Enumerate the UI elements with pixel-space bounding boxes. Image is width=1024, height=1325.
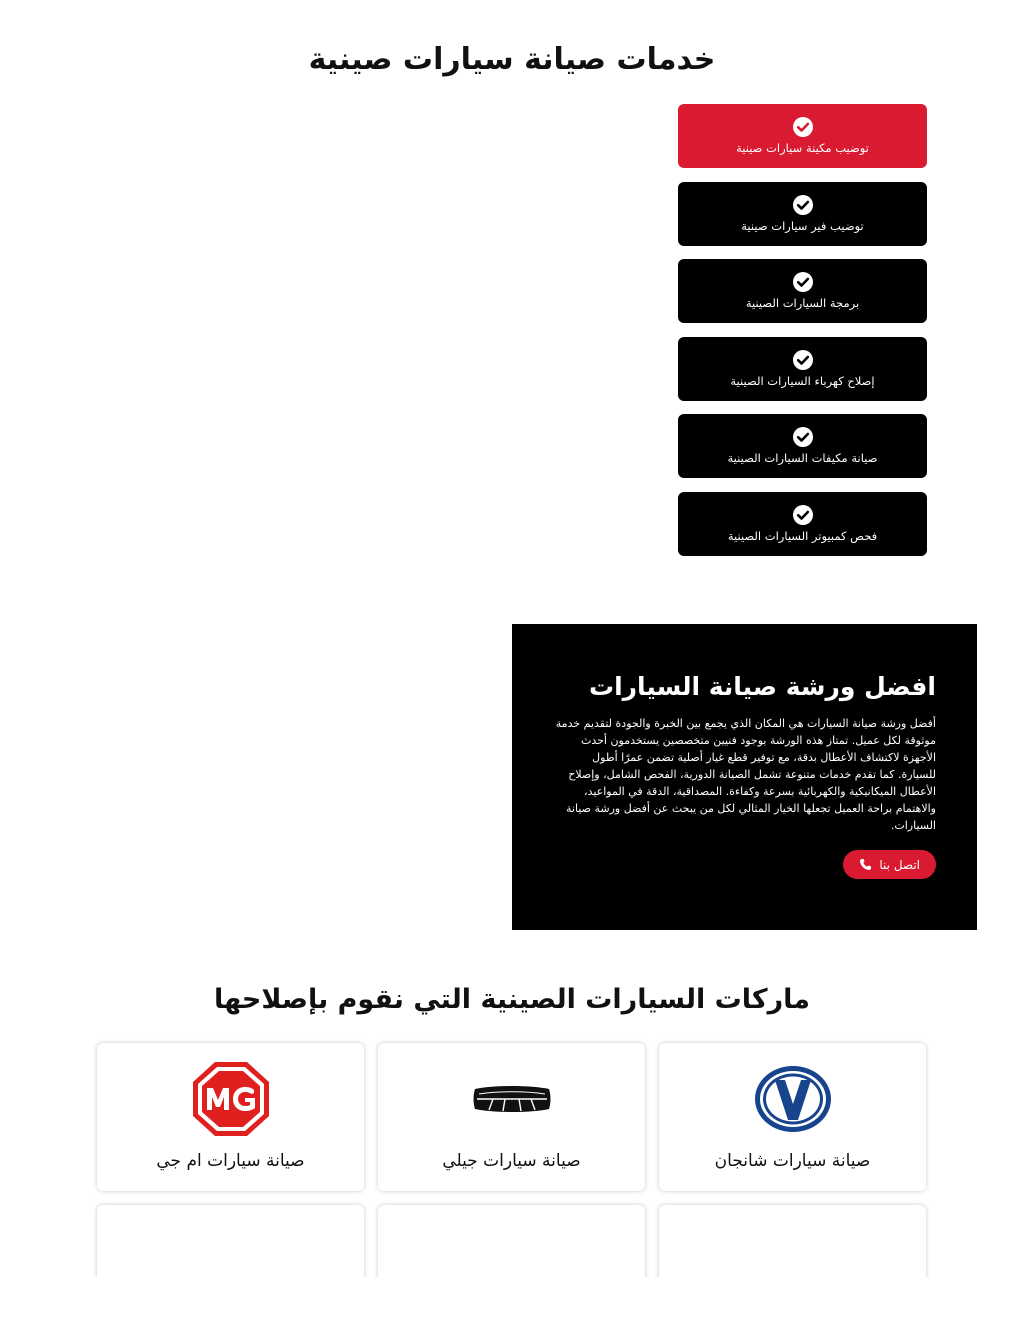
- service-item-electrical[interactable]: [678, 337, 927, 401]
- phone-icon: [859, 858, 872, 871]
- service-item-label: صيانة مكيفات السيارات الصينية: [727, 451, 878, 466]
- brands-grid: [97, 1043, 928, 1305]
- viewport-bottom-edge: [0, 1277, 1024, 1325]
- services-list: [678, 104, 927, 570]
- check-circle-icon: [793, 427, 813, 447]
- check-circle-icon: [793, 272, 813, 292]
- check-circle-icon: [793, 350, 813, 370]
- check-circle-icon: [793, 117, 813, 137]
- check-circle-icon: [793, 195, 813, 215]
- service-item-label: توضيب فير سيارات صينية: [741, 218, 864, 233]
- contact-us-button[interactable]: [843, 850, 936, 879]
- contact-us-label: اتصل بنا: [879, 857, 920, 872]
- service-item-diagnostics[interactable]: [678, 492, 927, 556]
- brands-section-title: ماركات السيارات الصينية التي نقوم بإصلاحها: [213, 984, 811, 1015]
- service-item-label: فحص كمبيوتر السيارات الصينية: [727, 528, 878, 543]
- brand-card-label: صيانة سيارات شانجان: [714, 1151, 871, 1171]
- service-item-programming[interactable]: [678, 259, 927, 323]
- changan-logo: [748, 1059, 838, 1139]
- service-item-ac[interactable]: [678, 414, 927, 478]
- brand-card-mg[interactable]: [97, 1043, 364, 1191]
- services-section-title: خدمات صيانة سيارات صينية: [308, 42, 716, 77]
- promo-text: أفضل ورشة صيانة السيارات هي المكان الذي يجمع بين الخبرة والجودة لتقديم خدمة موثوقة لكل عميل. تمتاز هذه الورشة بوجود فنيين متخصصين يستخدمون أحدث الأجهزة لاكتشاف الأعطال بدقة، مع توفير قطع غيار أصلية تضمن عمرًا أطول للسيارة. كما تقدم خدمات متنوعة تشمل الصيانة الدورية، الفحص الشامل، وإصلاح الأعطال الميكانيكية والكهربائية بسرعة وكفاءة. المصداقية، الدقة في المواعيد، والاهتمام براحة العميل تجعلها الخيار المثالي لكل من يبحث عن أفضل ورشة صيانة السيارات.: [555, 717, 936, 832]
- service-item-gearbox[interactable]: [678, 182, 927, 246]
- mg-logo: [186, 1059, 276, 1139]
- service-item-label: إصلاح كهرباء السيارات الصينية: [730, 373, 875, 388]
- best-workshop-promo: [512, 624, 977, 930]
- brand-card-geely[interactable]: [378, 1043, 645, 1191]
- service-item-label: برمجة السيارات الصينية: [745, 296, 860, 311]
- promo-title: افضل ورشة صيانة السيارات: [588, 672, 936, 701]
- brand-card-changan[interactable]: [659, 1043, 926, 1191]
- check-circle-icon: [793, 505, 813, 525]
- brand-card-label: صيانة سيارات ام جي: [156, 1151, 305, 1171]
- service-item-engine[interactable]: [678, 104, 927, 168]
- geely-logo: [467, 1059, 557, 1139]
- service-item-label: توضيب مكينة سيارات صينية: [736, 141, 869, 155]
- brand-card-label: صيانة سيارات جيلي: [442, 1151, 581, 1171]
